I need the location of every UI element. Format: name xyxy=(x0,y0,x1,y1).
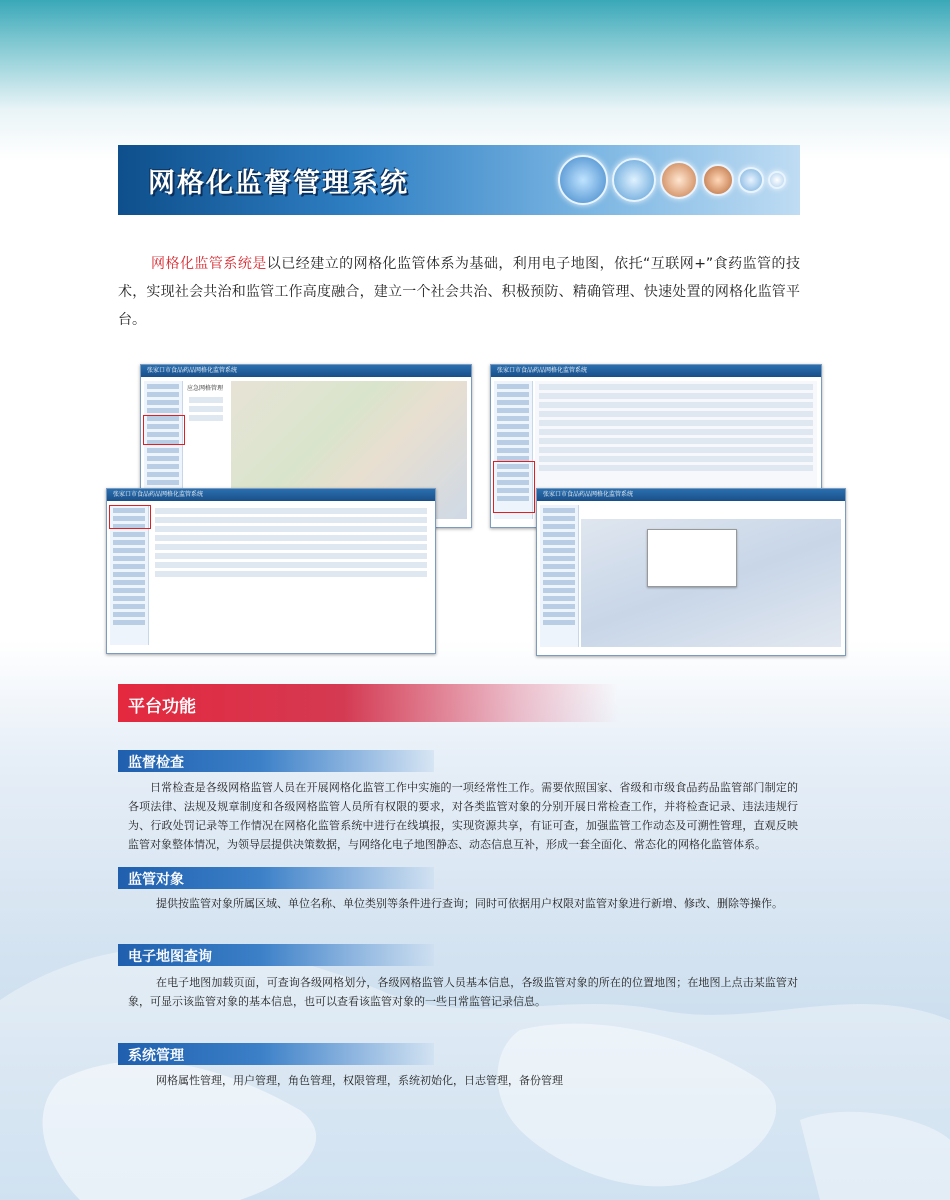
screenshot-title-bar: 张家口市食品药品网格化监管系统 xyxy=(491,365,821,377)
decorative-bubble-icon xyxy=(558,155,608,205)
decorative-bubble-icon xyxy=(768,171,786,189)
section-header-supervision-check xyxy=(118,750,434,772)
section-text: 提供按监管对象所属区域、单位名称、单位类别等条件进行查询；同时可依据用户权限对监管对象进行新增、修改、删除等操作。 xyxy=(156,897,783,910)
decorative-bubble-icon xyxy=(738,167,764,193)
screenshot-map-popup-view xyxy=(536,488,846,656)
highlight-box xyxy=(493,461,535,513)
decorative-bubble-icon xyxy=(612,158,656,202)
map-info-popup xyxy=(647,529,737,587)
section-header-supervision-target xyxy=(118,867,434,889)
platform-functions-title: 平台功能 xyxy=(128,697,196,717)
screenshot-list-view xyxy=(106,488,436,654)
screenshot-title-bar: 张家口市食品药品网格化监管系统 xyxy=(141,365,471,377)
intro-paragraph xyxy=(118,250,800,334)
section-title: 系统管理 xyxy=(128,1048,184,1064)
banner-title: 网格化监督管理系统 xyxy=(148,168,409,199)
decorative-bubble-icon xyxy=(702,164,734,196)
section-text: 日常检查是各级网格监管人员在开展网格化监管工作中实施的一项经常性工作。需要依照国家、省级和市级食品药品监管部门制定的各项法律、法规及规章制度和各级网格监管人员所有权限的要求，对各类监管对象的分别开展日常检查工作，并将检查记录、违法违规行为、行政处罚记录等工作情况在网格化监管系统中进行在线填报，实现资源共享，有证可查，加强监管工作动态及可溯性管理，直观反映监管对象整体情况，为领导层提供决策数据，与网络化电子地图静态、动态信息互补，形成一套全面化、常态化的网格化监管体系。 xyxy=(128,781,798,851)
decorative-bubble-icon xyxy=(660,161,698,199)
platform-functions-header xyxy=(118,684,618,722)
header-banner xyxy=(118,145,800,215)
intro-highlight: 网格化监管系统是 xyxy=(151,256,267,272)
highlight-box xyxy=(143,415,185,445)
section-title: 监督检查 xyxy=(128,755,184,771)
section-title: 电子地图查询 xyxy=(128,949,212,965)
screenshot-table xyxy=(151,505,431,645)
section-header-system-management xyxy=(118,1043,434,1065)
section-title: 监管对象 xyxy=(128,872,184,888)
intro-text: 以已经建立的网格化监管体系为基础，利用电子地图，依托“互联网+”食药监管的技术，实现社会共治和监管工作高度融合，建立一个社会共治、积极预防、精确管理、快速处置的网格化监管平台。 xyxy=(118,256,801,328)
section-header-electronic-map xyxy=(118,944,434,966)
screenshot-title-bar: 张家口市食品药品网格化监管系统 xyxy=(107,489,435,501)
screenshot-sidebar xyxy=(540,505,579,647)
world-map-watermark xyxy=(0,880,950,1200)
screenshot-title-bar: 张家口市食品药品网格化监管系统 xyxy=(537,489,845,501)
screenshot-panel-title: 应急网格管理 xyxy=(187,385,224,392)
highlight-box xyxy=(109,505,151,529)
section-text: 在电子地图加载页面，可查询各级网格划分，各级网格监管人员基本信息，各级监管对象的所在的位置地图；在地图上点击某监管对象，可显示该监管对象的基本信息，也可以查看该监管对象的一些日常监管记录信息。 xyxy=(128,976,798,1008)
section-text: 网格属性管理，用户管理，角色管理，权限管理，系统初始化，日志管理，备份管理 xyxy=(156,1074,563,1087)
